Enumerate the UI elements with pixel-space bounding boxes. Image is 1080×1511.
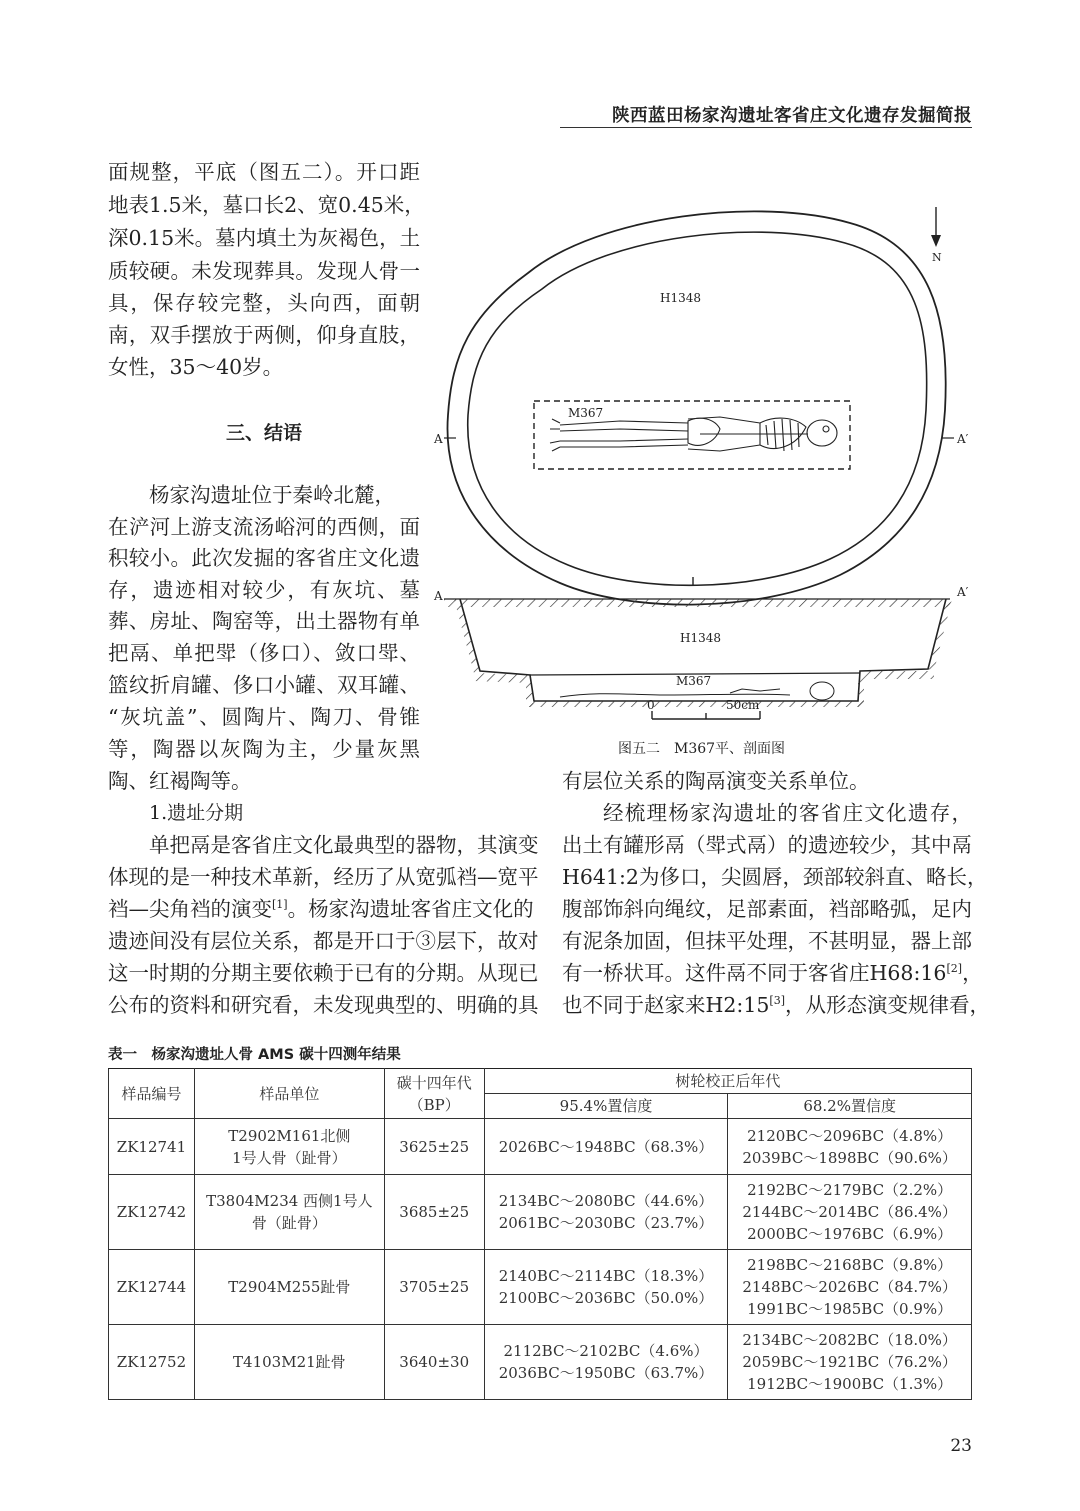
table-row <box>109 1119 972 1175</box>
pit-outline-inner <box>468 232 927 585</box>
cell-text: T2904M255趾骨 <box>228 1278 351 1296</box>
body-text-line: 在浐河上游支流汤峪河的西侧，面 <box>108 515 420 539</box>
section-pit-label: H1348 <box>680 631 722 645</box>
subsection-heading: 1.遗址分期 <box>149 802 244 824</box>
header-calibrated: 树轮校正后年代 <box>484 1069 971 1094</box>
body-text-line: 经梳理杨家沟遗址的客省庄文化遗存， <box>603 801 972 825</box>
body-text-line: 南，双手摆放于两侧，仰身直肢， <box>108 323 420 347</box>
cell-sample-id: ZK12752 <box>109 1325 195 1400</box>
body-text-line: “灰坑盖”、圆陶片、陶刀、骨锥 <box>108 705 420 729</box>
body-text-line <box>108 894 534 924</box>
cell-c14: 3640±30 <box>384 1325 484 1400</box>
cell-conf68 <box>728 1119 972 1175</box>
cell-conf68 <box>728 1175 972 1250</box>
cell-text: 1991BC～1985BC（0.9%） <box>747 1300 953 1318</box>
cell-c14: 3685±25 <box>384 1175 484 1250</box>
cell-sample-id: ZK12741 <box>109 1119 195 1175</box>
body-text-line: 遗迹间没有层位关系，都是开口于③层下，故对 <box>108 929 539 953</box>
body-text-line: 葬、房址、陶窑等，出土器物有单 <box>108 609 420 633</box>
cell-text: 2120BC～2096BC（4.8%） <box>747 1126 953 1145</box>
section-heading: 三、结语 <box>225 422 302 444</box>
citation-ref: [2] <box>946 962 963 976</box>
cell-text: 2134BC～2082BC（18.0%） <box>742 1331 957 1349</box>
body-text-line: 陶、红褐陶等。 <box>108 769 252 793</box>
north-label: N <box>932 251 942 264</box>
table-row <box>109 1175 972 1250</box>
burial-label: M367 <box>568 406 604 420</box>
text-run: 。杨家沟遗址客省庄文化的 <box>287 897 534 921</box>
header-sample-unit: 样品单位 <box>194 1069 384 1119</box>
body-text-line: 积较小。此次发掘的客省庄文化遗 <box>108 546 420 570</box>
cell-text: 2192BC～2179BC（2.2%） <box>747 1181 953 1199</box>
table-caption: 表一 杨家沟遗址人骨 AMS 碳十四测年结果 <box>108 1047 401 1063</box>
header-rule <box>560 127 972 128</box>
table-row <box>109 1250 972 1325</box>
body-text-line: 把鬲、单把斝（侈口）、敛口斝、 <box>108 641 420 665</box>
cell-text: 骨（趾骨） <box>251 1214 327 1232</box>
body-text-line: 有泥条加固，但抹平处理，不甚明显，器上部 <box>562 929 972 953</box>
cell-text: 2112BC～2102BC（4.6%） <box>503 1342 709 1360</box>
section-burial-label: M367 <box>676 674 712 688</box>
section-mark-a: A <box>434 432 443 446</box>
section-mark-a-lower: A <box>434 589 443 603</box>
text-run: 有一桥状耳。这件鬲不同于客省庄H68:16 <box>562 961 947 985</box>
body-text-line <box>562 990 991 1020</box>
body-text-line: H641:2为侈口，尖圆唇，颈部较斜直、略长， <box>562 865 988 889</box>
section-mark-a-prime-lower: A′ <box>957 585 969 599</box>
cell-sample-id: ZK12744 <box>109 1250 195 1325</box>
body-text-line: 女性，35～40岁。 <box>108 355 284 379</box>
cell-text: 2134BC～2080BC（44.6%） <box>498 1192 714 1210</box>
dating-results-table <box>108 1068 972 1400</box>
body-text-line: 公布的资料和研究看，未发现典型的、明确的具 <box>108 993 539 1017</box>
body-text-line: 具，保存较完整，头向西，面朝 <box>108 291 420 315</box>
cell-c14: 3625±25 <box>384 1119 484 1175</box>
body-text-line: 地表1.5米，墓口长2、宽0.45米， <box>108 193 425 217</box>
cell-sample-unit <box>194 1175 384 1250</box>
header-conf95: 95.4%置信度 <box>484 1094 728 1119</box>
cell-conf68 <box>728 1325 972 1400</box>
body-text-line <box>562 958 983 988</box>
body-text-line: 单把鬲是客省庄文化最典型的器物，其演变 <box>149 833 539 857</box>
cell-conf68 <box>728 1250 972 1325</box>
skeleton-drawing <box>550 417 837 451</box>
cell-conf95 <box>484 1119 728 1175</box>
cell-text: T2902M161北侧 <box>228 1126 351 1145</box>
cell-sample-id: ZK12742 <box>109 1175 195 1250</box>
cell-sample-unit <box>194 1325 384 1400</box>
cell-text: 1号人骨（趾骨） <box>232 1148 347 1167</box>
figure-caption: 图五二 M367平、剖面图 <box>618 741 786 757</box>
cell-text: 2000BC～1976BC（6.9%） <box>747 1225 953 1243</box>
body-text-line: 篮纹折肩罐、侈口小罐、双耳罐、 <box>108 673 420 697</box>
cell-text: T3804M234 西侧1号人 <box>206 1192 373 1210</box>
cell-conf95 <box>484 1250 728 1325</box>
body-text-line: 有层位关系的陶鬲演变关系单位。 <box>562 769 870 793</box>
body-text-line: 体现的是一种技术革新，经历了从宽弧裆—宽平 <box>108 865 539 889</box>
pit-outline-outer <box>447 211 945 604</box>
page-number: 23 <box>950 1436 972 1456</box>
running-header-title: 陕西蓝田杨家沟遗址客省庄文化遗存发掘简报 <box>612 106 972 126</box>
header-c14 <box>384 1069 484 1119</box>
body-text-line: 面规整，平底（图五二）。开口距 <box>108 160 420 184</box>
pit-label: H1348 <box>660 291 702 305</box>
plan-section-figure <box>430 195 990 755</box>
cell-text: 2036BC～1950BC（63.7%） <box>498 1364 714 1382</box>
north-arrow-icon <box>931 207 942 264</box>
cell-text: T4103M21趾骨 <box>233 1353 346 1371</box>
cell-conf95 <box>484 1325 728 1400</box>
header-conf68: 68.2%置信度 <box>728 1094 972 1119</box>
header-c14-line2: （BP） <box>408 1095 460 1114</box>
header-sample-id: 样品编号 <box>109 1069 195 1119</box>
table-row <box>109 1325 972 1400</box>
cell-text: 2148BC～2026BC（84.7%） <box>742 1278 957 1296</box>
cell-sample-unit <box>194 1250 384 1325</box>
text-run: ， <box>962 961 983 985</box>
body-text-line: 质较硬。未发现葬具。发现人骨一 <box>108 259 420 283</box>
text-run: ，从形态演变规律看， <box>785 993 991 1017</box>
scale-end: 50cm <box>726 698 760 712</box>
header-c14-line1: 碳十四年代 <box>396 1073 472 1092</box>
cell-text: 2140BC～2114BC（18.3%） <box>498 1267 714 1285</box>
cell-text: 2144BC～2014BC（86.4%） <box>742 1203 957 1221</box>
cell-text: 2026BC～1948BC（68.3%） <box>498 1137 714 1156</box>
cell-text: 2061BC～2030BC（23.7%） <box>498 1214 714 1232</box>
cell-sample-unit <box>194 1119 384 1175</box>
cell-text: 2198BC～2168BC（9.8%） <box>747 1256 953 1274</box>
body-text-line: 出土有罐形鬲（斝式鬲）的遗迹较少，其中鬲 <box>562 833 972 857</box>
cell-text: 2059BC～1921BC（76.2%） <box>742 1353 957 1371</box>
citation-ref: [1] <box>272 898 288 912</box>
body-text-line: 腹部饰斜向绳纹，足部素面，裆部略弧，足内 <box>562 897 972 921</box>
text-run: 裆—尖角裆的演变 <box>108 897 272 921</box>
body-text-line: 杨家沟遗址位于秦岭北麓， <box>149 483 395 507</box>
section-mark-a-prime: A′ <box>957 432 969 446</box>
body-text-line: 深0.15米。墓内填土为灰褐色，土 <box>108 226 421 250</box>
cell-text: 1912BC～1900BC（1.3%） <box>747 1375 953 1393</box>
body-text-line: 这一时期的分期主要依赖于已有的分期。从现已 <box>108 961 539 985</box>
cell-text: 2100BC～2036BC（50.0%） <box>498 1289 714 1307</box>
cell-text: 2039BC～1898BC（90.6%） <box>742 1148 957 1167</box>
cell-conf95 <box>484 1175 728 1250</box>
cell-c14: 3705±25 <box>384 1250 484 1325</box>
text-run: 也不同于赵家来H2:15 <box>562 993 770 1017</box>
body-text-line: 等，陶器以灰陶为主，少量灰黑 <box>108 737 420 761</box>
citation-ref: [3] <box>769 994 786 1008</box>
body-text-line: 存，遗迹相对较少，有灰坑、墓 <box>108 578 420 602</box>
scale-zero: 0 <box>647 698 655 712</box>
